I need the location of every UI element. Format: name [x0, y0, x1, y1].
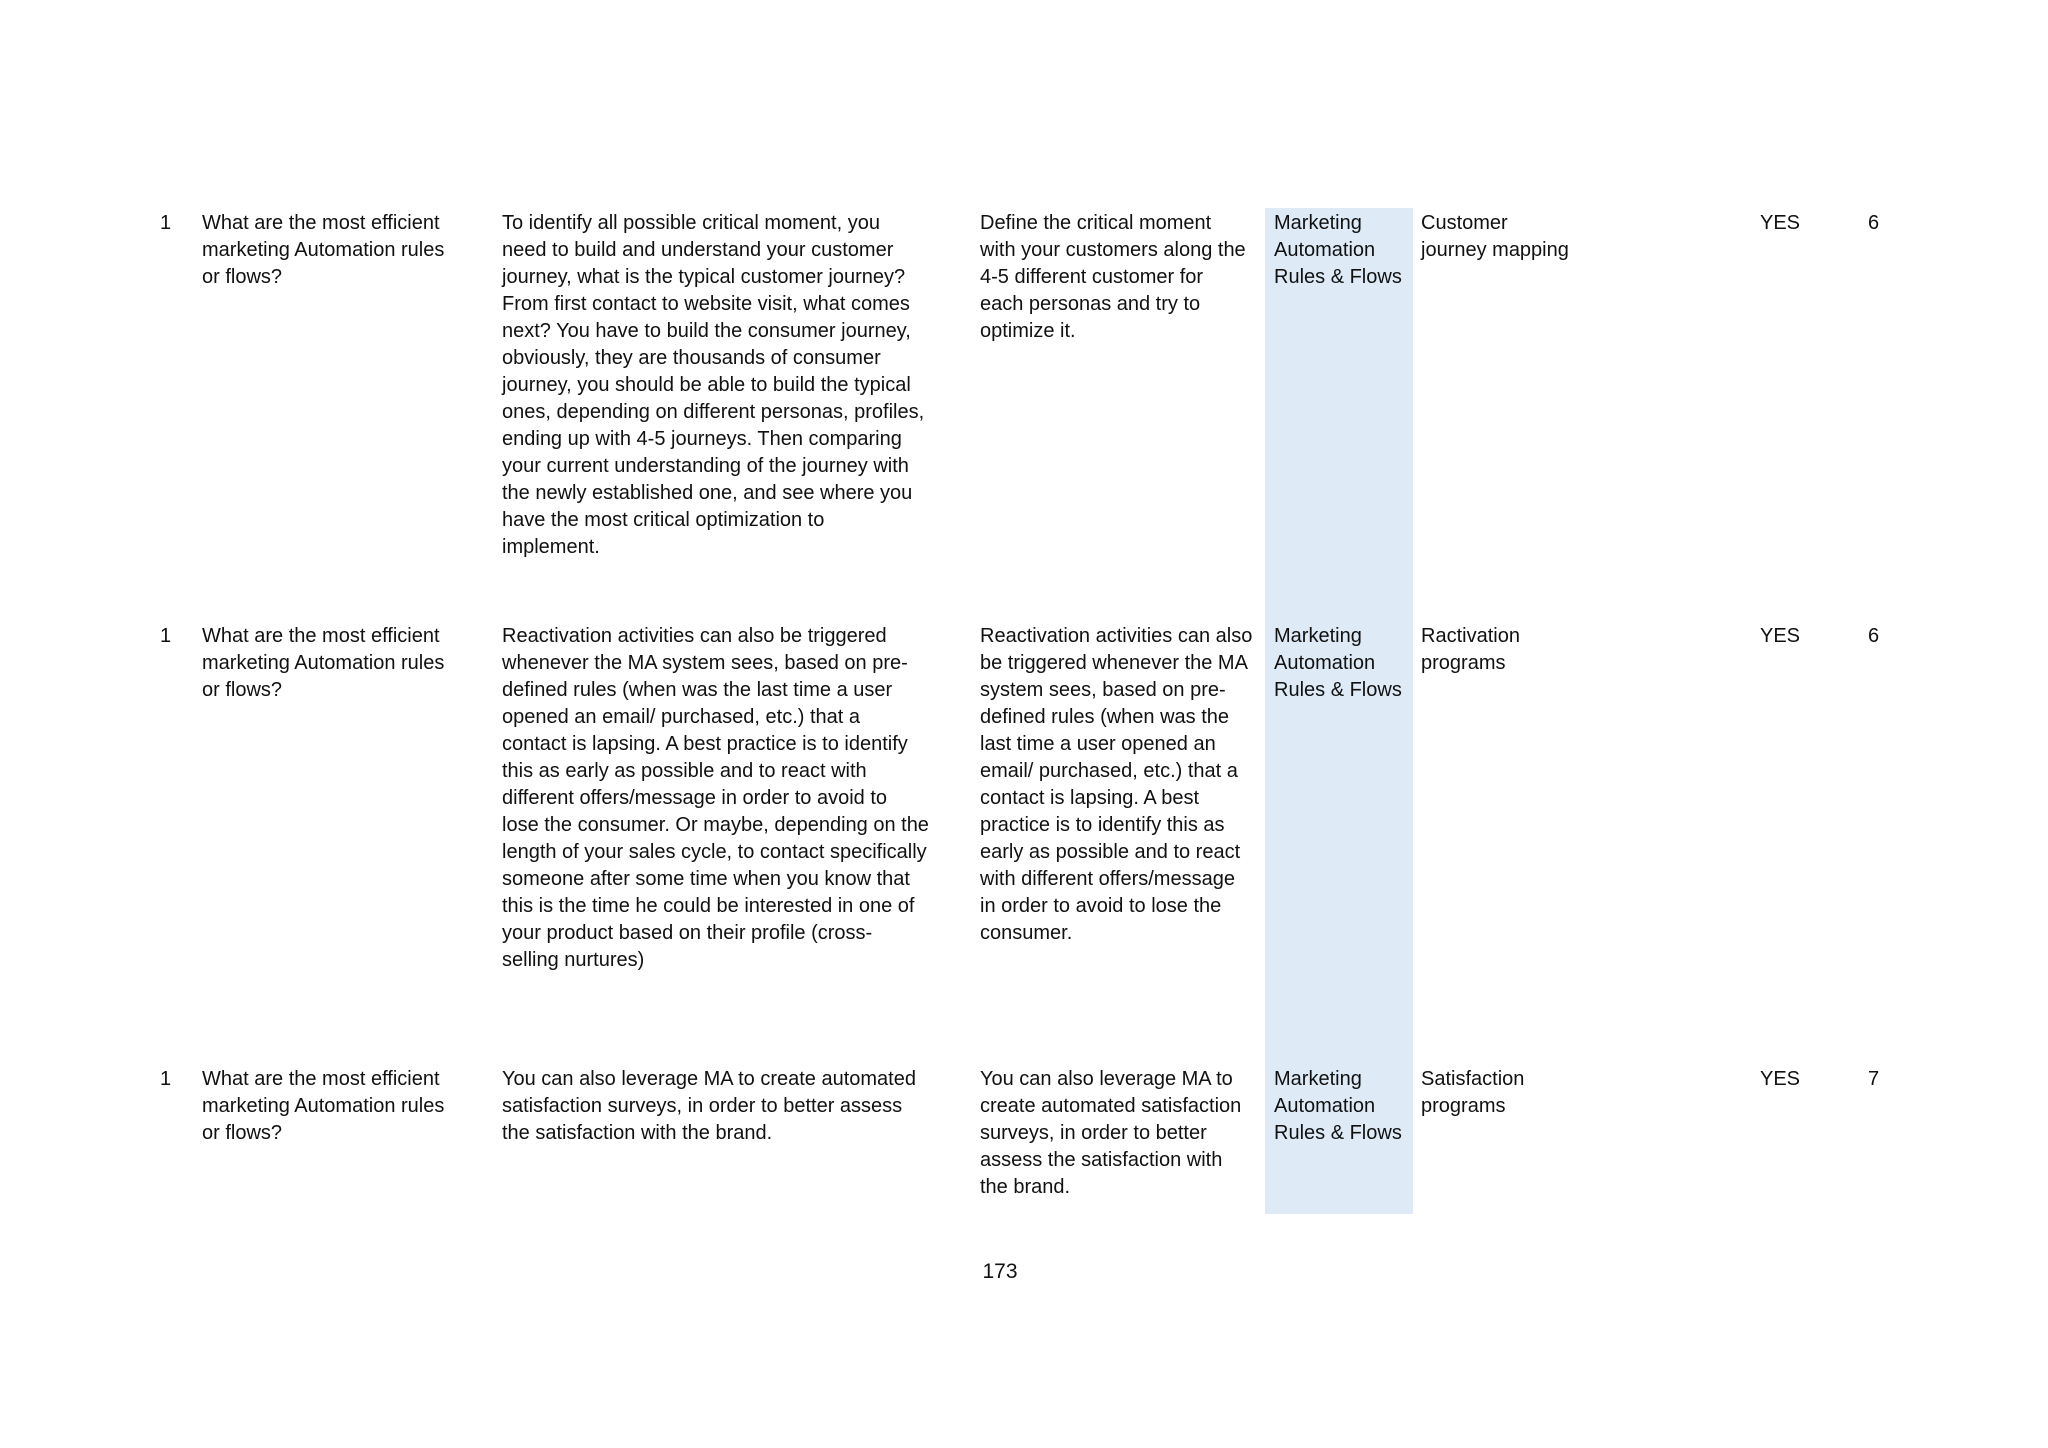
score-cell: 6 — [1868, 212, 1880, 234]
score-cell: 6 — [1868, 625, 1880, 647]
score-cell: 7 — [1868, 1068, 1880, 1090]
category-column-highlight — [1265, 208, 1413, 1214]
row-number: 1 — [160, 625, 172, 647]
answer-cell: To identify all possible critical moment, you need to build and understand your customer journey, what is the typical customer journey? From first contact to website visit, what comes next? You have to build the consumer journey, obviously, they are thousands of consumer journey, you should be able to build the typical ones, depending on different personas, profiles, ending up with 4-5 journeys. Then comparing your current understanding of the journey with the newly established one, and see where you have the most critical optimization to implement. — [502, 212, 925, 558]
summary-cell: Define the critical moment with your customers along the 4-5 different customer for each personas and try to optimize it. — [980, 212, 1246, 342]
row-number: 1 — [160, 1068, 172, 1090]
category-cell: Marketing Automation Rules & Flows — [1274, 625, 1402, 701]
answer-cell: Reactivation activities can also be triggered whenever the MA system sees, based on pre- defined rules (when was the last time a user opened an email/ purchased, etc.) that a contact is lapsing. A best practice is to identify this as early as possible and to react with different offers/message in order to avoid to lose the consumer. Or maybe, depending on the length of your sales cycle, to contact specifically someone after some time when you know that this is the time he could be interested in one of your product based on their profile (cross- selling nurtures) — [502, 625, 929, 971]
flag-cell: YES — [1760, 1068, 1801, 1090]
question-cell: What are the most efficient marketing Automation rules or flows? — [202, 625, 445, 701]
answer-cell: You can also leverage MA to create automated satisfaction surveys, in order to better assess the satisfaction with the brand. — [502, 1068, 916, 1144]
page-number: 173 — [982, 1260, 1018, 1283]
topic-cell: Satisfaction programs — [1421, 1068, 1525, 1117]
topic-cell: Customer journey mapping — [1421, 212, 1569, 261]
summary-cell: You can also leverage MA to create automated satisfaction surveys, in order to better assess the satisfaction with the brand. — [980, 1068, 1242, 1198]
flag-cell: YES — [1760, 212, 1801, 234]
flag-cell: YES — [1760, 625, 1801, 647]
question-cell: What are the most efficient marketing Automation rules or flows? — [202, 1068, 445, 1144]
question-cell: What are the most efficient marketing Automation rules or flows? — [202, 212, 445, 288]
category-cell: Marketing Automation Rules & Flows — [1274, 1068, 1402, 1144]
topic-cell: Ractivation programs — [1421, 625, 1520, 674]
row-number: 1 — [160, 212, 172, 234]
summary-cell: Reactivation activities can also be triggered whenever the MA system sees, based on pre- defined rules (when was the last time a user opened an email/ purchased, etc.) that a contact is lapsing. A best practice is to identify this as early as possible and to react with different offers/message in order to avoid to lose the consumer. — [980, 625, 1253, 944]
category-cell: Marketing Automation Rules & Flows — [1274, 212, 1402, 288]
